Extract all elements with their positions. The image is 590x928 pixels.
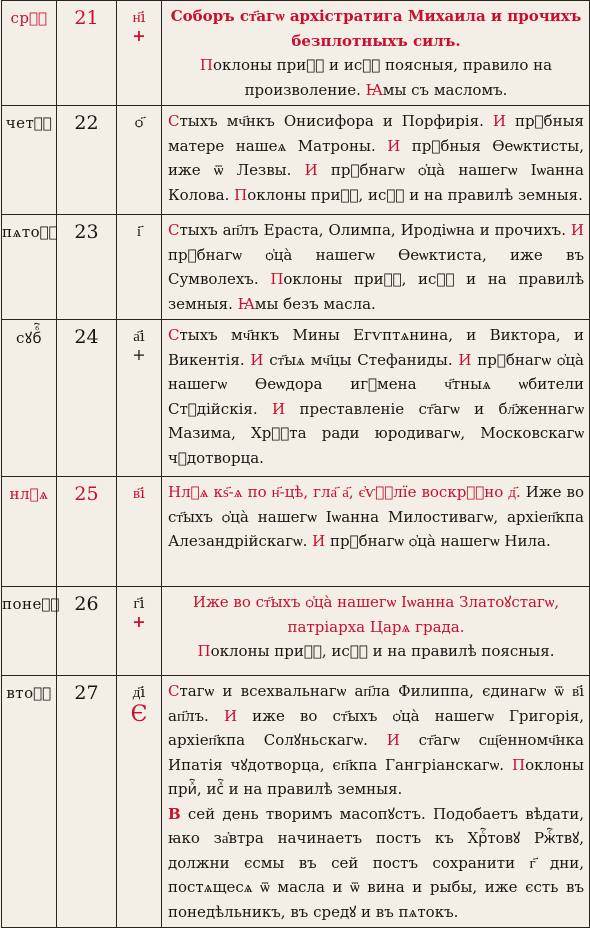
cross-mark-icon: + <box>132 345 146 364</box>
feast-mark-icon: + <box>132 612 146 631</box>
commemoration-text: Стагѡ и всехвальнагѡ ап҃ла Филиппа, єдинагѡ ѿ в҃і ап҃лъ. И иже во ст҃ыхъ ѻ҆ца̀ нашегѡ Григорія, архіеп҃кпа Солꙋньскагѡ. И ст҃агѡ сщ҃енномч҃нка Ипатія чꙋдотворца, єп҃кпа Гангріанскагѡ. Поклоны приⷯ҇, исⷯ҇ и на правилѣ земныя. <box>168 682 584 798</box>
date-number-cell: 25 <box>57 477 117 587</box>
commemoration-cell <box>162 676 590 928</box>
feast-title: Соборъ ст҃агѡ архістратига Михаила и прочихъ безплотныхъ силъ. <box>170 7 582 50</box>
church-letter-cell <box>117 477 162 587</box>
church-letter-cell <box>117 676 162 928</box>
church-letter: н҃і <box>132 8 146 26</box>
weekday-cell: срⷣ҇ <box>2 1 57 106</box>
church-letter: а҃і <box>133 327 145 345</box>
calendar-table <box>1 0 590 928</box>
date-number-cell: 23 <box>57 215 117 320</box>
church-letter-cell <box>117 587 162 676</box>
date-number-cell: 24 <box>57 320 117 477</box>
weekday-cell: втоⷬ҇ <box>2 676 57 928</box>
commemoration-cell <box>162 320 590 477</box>
church-letter: д҃і <box>132 683 146 701</box>
church-letter-cell <box>117 215 162 320</box>
church-letter-cell <box>117 106 162 215</box>
weekday-cell: пѧтоⷦ҇ <box>2 215 57 320</box>
commemoration-text: Стыхъ мч҃нкъ Онисифора и Порфирія. И прⷣбныя матере нашеѧ Матроны. И прⷣбныя Ѳеѡктисты, иже ѿ Лезвы. И прⷣбнагѡ ѻ҆ца̀ нашегѡ Іѡанна Колова. Поклоны приⷯ҇, исⷯ҇ и на правилѣ земныя. <box>168 112 584 204</box>
commemoration-cell <box>162 477 590 587</box>
commemoration-text: Нлⷣѧ кѕ҃-ѧ по н҃-цѣ, гла҃ а҃, є҆ѵⷢ҇лїе воскрⷭ҇но д҃. Иже во ст҃ыхъ ѻ҆ца̀ нашегѡ Іѡанна Милостивагѡ, архіеп҃кпа Алезандрійскагѡ. И прⷣбнагѡ ѻ҆ца̀ нашегѡ Нила. <box>168 483 584 550</box>
fast-mark-icon: Є <box>130 702 148 727</box>
date-number-cell: 22 <box>57 106 117 215</box>
table-row <box>2 1 590 106</box>
weekday-cell: нлⷣѧ <box>2 477 57 587</box>
rule-text: Поклоны приⷯ҇ и исⷯ҇ поясныя, правило на произволение. Ꙗмы съ масломъ. <box>199 56 553 99</box>
church-letter: г҃і <box>133 594 145 612</box>
table-row <box>2 587 590 676</box>
date-number-cell: 26 <box>57 587 117 676</box>
church-letter-cell <box>117 1 162 106</box>
date-number-cell: 27 <box>57 676 117 928</box>
feast-mark-icon: + <box>132 26 146 45</box>
commemoration-text: Стыхъ мч҃нкъ Мины Егѵптѧнина, и Виктора, и Викентія. И ст҃ыѧ мч҃цы Стефаниды. И прⷣбнагѡ ѻ҆ца̀ нашегѡ Ѳеѡдора игꙋмена ч҃тныѧ ѡбители Стꙋдійскія. И преставленіе ст҃агѡ и бл҃женнагѡ Мазима, Хрⷭ҇та ради юродивагѡ, Московскагѡ чꙋдотворца. <box>168 326 584 467</box>
commemoration-cell <box>162 106 590 215</box>
date-number-cell: 21 <box>57 1 117 106</box>
table-row <box>2 676 590 928</box>
weekday-cell: сꙋбⷠ҇ <box>2 320 57 477</box>
table-row <box>2 106 590 215</box>
commemoration-cell <box>162 587 590 676</box>
table-row <box>2 215 590 320</box>
commemoration-text: Стыхъ ап҃лъ Ераста, Олимпа, Иродіѡна и прочихъ. И прⷣбнагѡ ѻ҆ца̀ нашегѡ Ѳеѡктиста, иже въ Сумволехъ. Поклоны приⷯ҇, исⷯ҇ и на правилѣ земныя. Ꙗмы безъ масла. <box>168 221 584 313</box>
church-letter: ѻ҃ <box>134 113 144 131</box>
table-row <box>2 477 590 587</box>
fast-notice-text: В сей день творимъ масопꙋстъ. Подобаетъ вѣдати, ꙗко за҆втра начинаетъ постъ къ Хрⷭ҇товꙋ Ржⷭ҇твꙋ, должни єсмы въ сей постъ сохранити г҃ дни, постѧщесѧ ѿ масла и ѿ вина и рыбы, иже єсть въ понедѣльникъ, въ средꙋ и въ пѧтокъ. <box>168 804 584 921</box>
commemoration-cell <box>162 215 590 320</box>
weekday-cell: понеⷣ҇ <box>2 587 57 676</box>
feast-title: Иже во ст҃ыхъ ѻ҆ца̀ нашегѡ Іѡанна Златоꙋстагѡ, патріарха Царѧ града. <box>192 593 560 636</box>
commemoration-cell <box>162 1 590 106</box>
church-letter-cell <box>117 320 162 477</box>
church-letter: і҃ <box>136 222 142 240</box>
church-letter: в҃і <box>133 484 145 502</box>
rule-text: Поклоны приⷯ҇, исⷯ҇ и на правилѣ поясныя. <box>197 642 555 660</box>
table-row <box>2 320 590 477</box>
weekday-cell: четⷡ҇ <box>2 106 57 215</box>
